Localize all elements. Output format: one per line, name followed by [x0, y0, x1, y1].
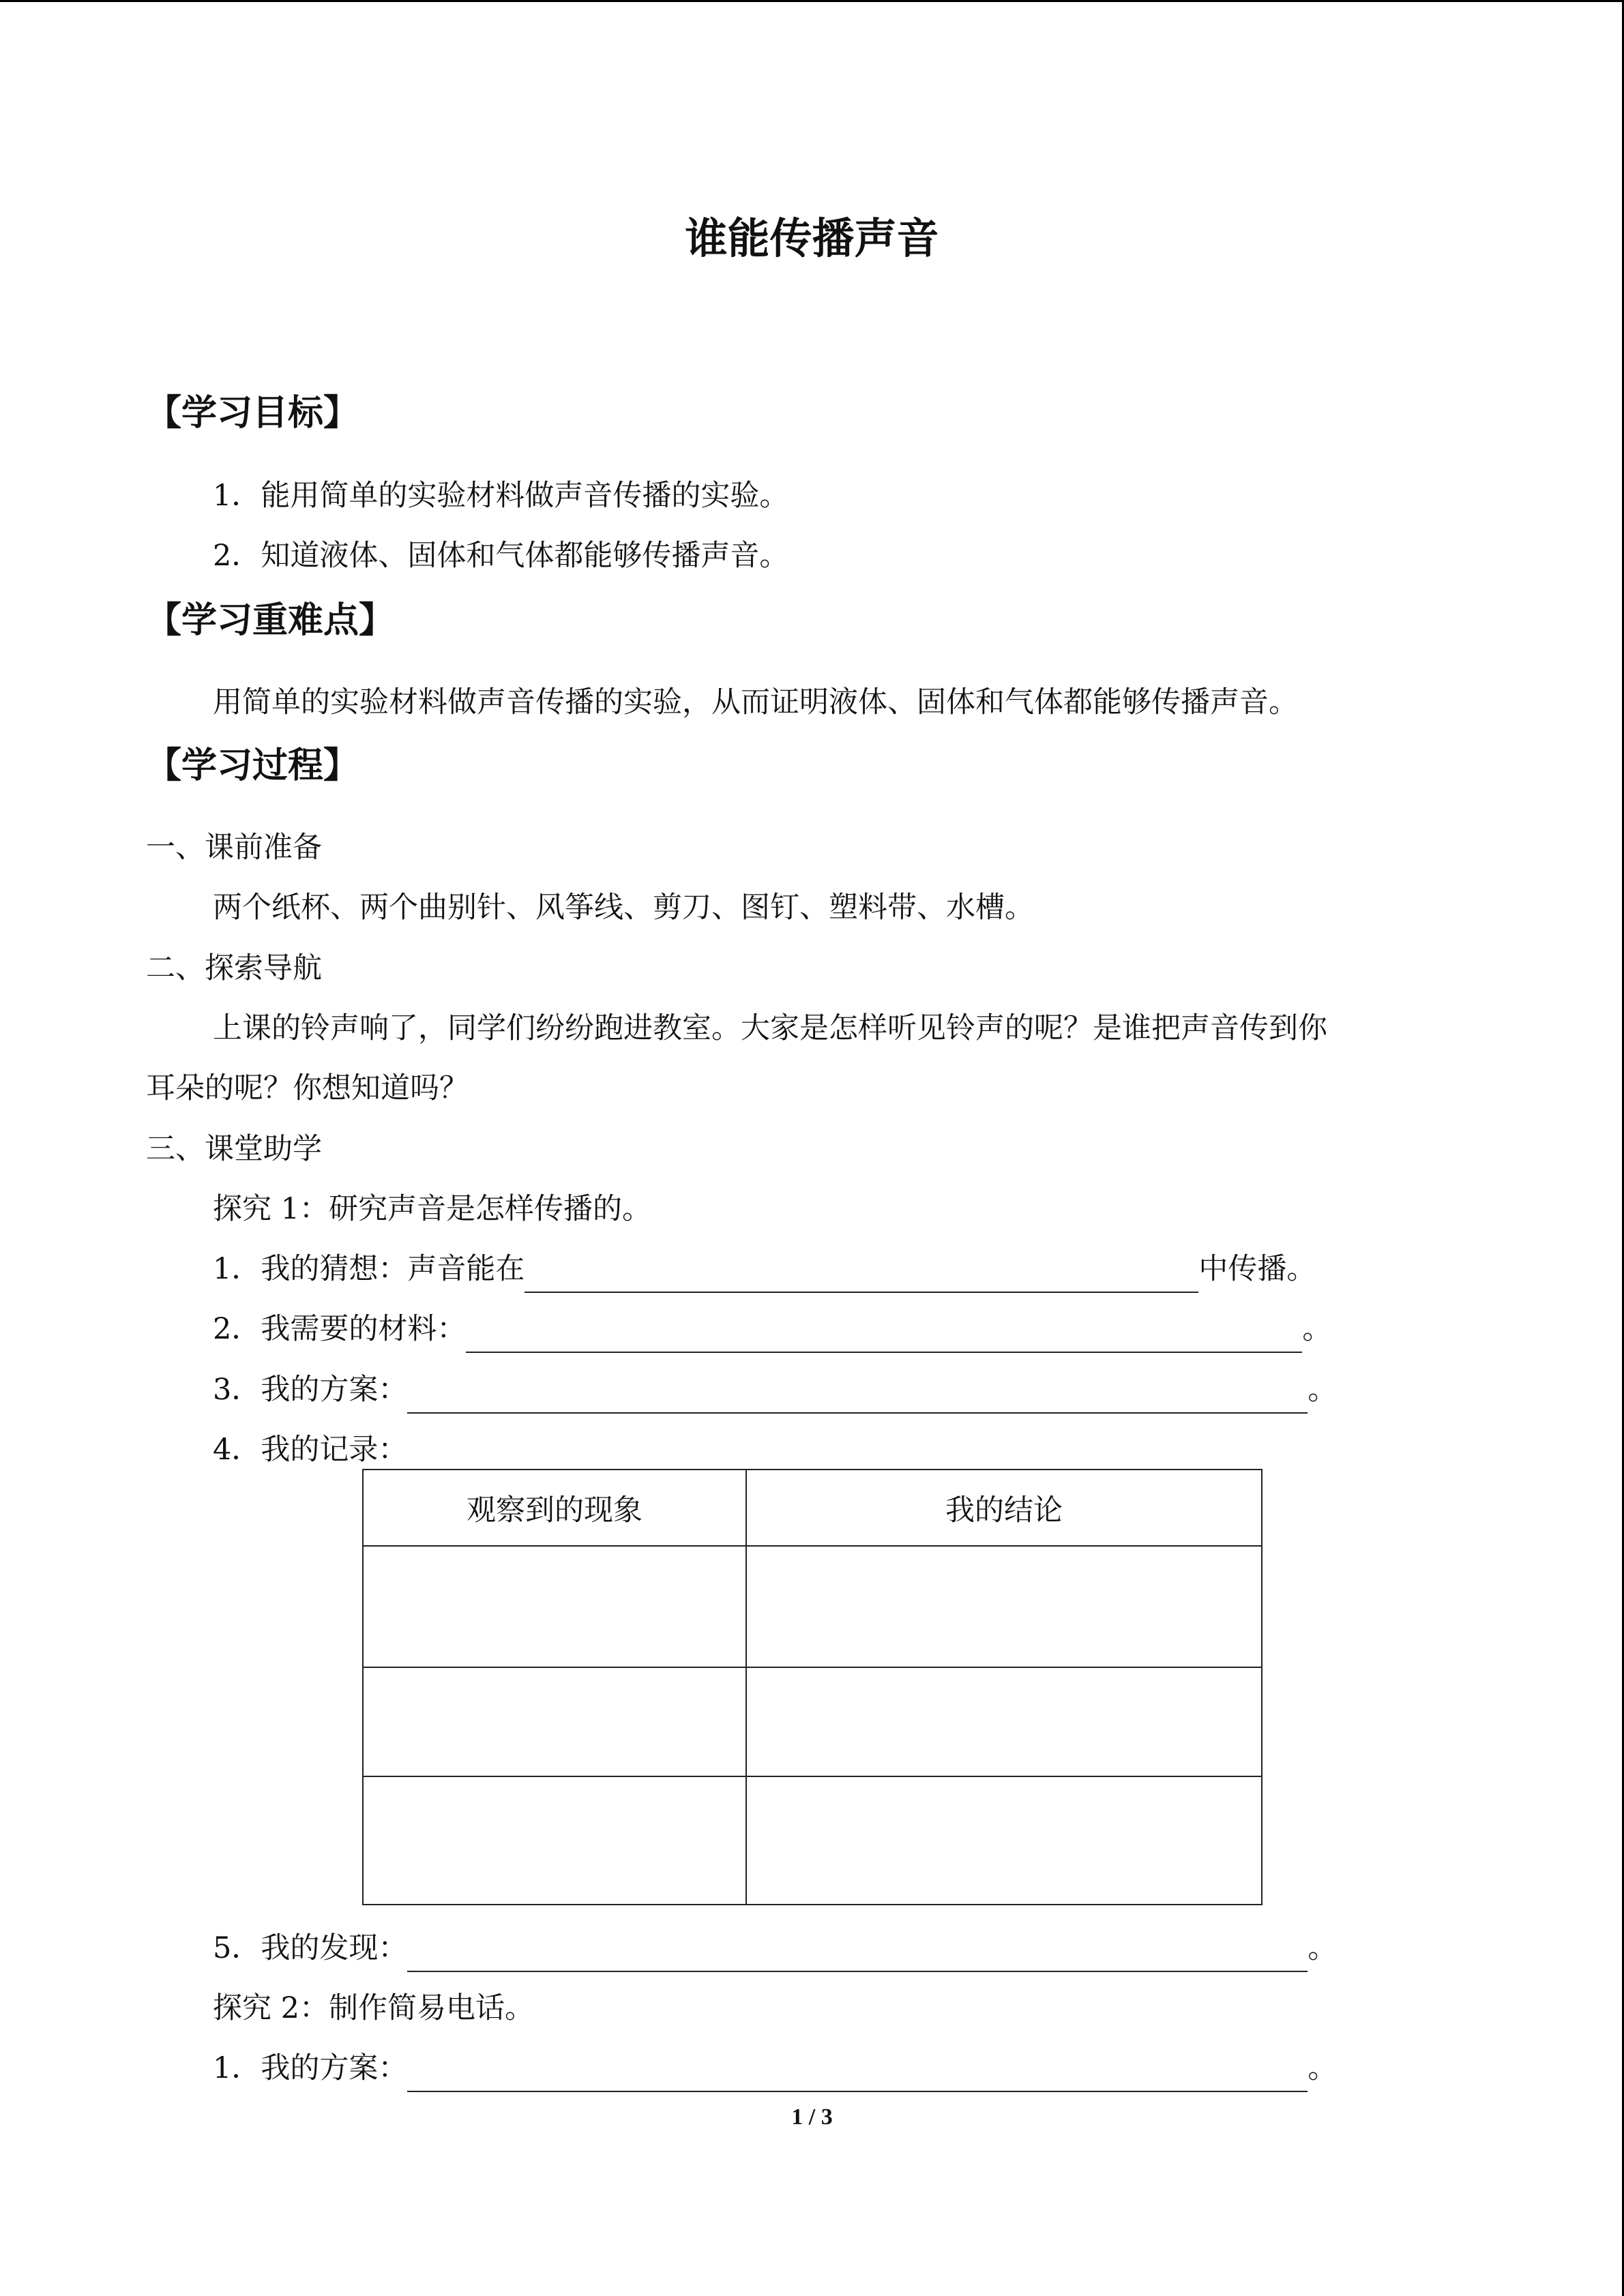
page-top-border — [0, 0, 1624, 2]
table-cell-empty[interactable] — [363, 1667, 746, 1776]
question-guess — [213, 1245, 1316, 1293]
key-points-text: 用简单的实验材料做声音传播的实验，从而证明液体、固体和气体都能够传播声音。 — [213, 685, 1298, 719]
question-plan — [213, 1366, 1337, 1414]
question-findings-prefix: 5．我的发现： — [213, 1931, 408, 1965]
question-plan-suffix: 。 — [1308, 1373, 1338, 1407]
goal-item-2: 2．知道液体、固体和气体都能够传播声音。 — [213, 539, 789, 573]
inquiry-2-title: 探究 2：制作简易电话。 — [213, 1991, 535, 2025]
key-points-heading: 【学习重难点】 — [146, 600, 395, 641]
findings-blank[interactable] — [407, 1937, 1308, 1972]
question-record: 4．我的记录： — [213, 1433, 408, 1467]
process-heading: 【学习过程】 — [146, 745, 359, 786]
record-table — [362, 1469, 1263, 1905]
table-row — [363, 1546, 1262, 1667]
nav-line-2: 耳朵的呢？你想知道吗？ — [146, 1071, 469, 1105]
goals-heading: 【学习目标】 — [146, 393, 359, 434]
table-cell-empty[interactable] — [746, 1667, 1262, 1776]
plan-blank[interactable] — [407, 1378, 1308, 1414]
prep-text: 两个纸杯、两个曲别针、风筝线、剪刀、图钉、塑料带、水槽。 — [213, 891, 1034, 925]
question-findings — [213, 1924, 1337, 1972]
table-row — [363, 1776, 1262, 1905]
question-phone-plan — [213, 2044, 1337, 2092]
goal-item-1: 1．能用简单的实验材料做声音传播的实验。 — [213, 479, 789, 513]
guess-blank[interactable] — [525, 1257, 1198, 1293]
page-title: 谁能传播声音 — [685, 213, 939, 263]
question-guess-prefix: 1．我的猜想：声音能在 — [213, 1252, 525, 1286]
page-number: 1 / 3 — [791, 2104, 833, 2130]
phone-plan-blank[interactable] — [407, 2057, 1308, 2092]
materials-blank[interactable] — [466, 1317, 1302, 1353]
nav-line-1: 上课的铃声响了，同学们纷纷跑进教室。大家是怎样听见铃声的呢？是谁把声音传到你 — [213, 1011, 1327, 1045]
table-header-row — [363, 1470, 1262, 1546]
question-materials — [213, 1305, 1331, 1353]
question-findings-suffix: 。 — [1308, 1931, 1338, 1965]
prep-heading: 一、课前准备 — [146, 831, 322, 865]
table-header-phenomenon: 观察到的现象 — [363, 1470, 746, 1546]
table-header-conclusion: 我的结论 — [746, 1470, 1262, 1546]
question-phone-plan-prefix: 1．我的方案： — [213, 2051, 408, 2085]
nav-heading: 二、探索导航 — [146, 951, 322, 985]
question-materials-prefix: 2．我需要的材料： — [213, 1312, 467, 1346]
table-cell-empty[interactable] — [746, 1546, 1262, 1667]
inquiry-1-title: 探究 1：研究声音是怎样传播的。 — [213, 1192, 652, 1226]
class-heading: 三、课堂助学 — [146, 1132, 322, 1166]
table-cell-empty[interactable] — [746, 1776, 1262, 1905]
question-guess-suffix: 中传播。 — [1198, 1252, 1316, 1286]
question-materials-suffix: 。 — [1302, 1312, 1332, 1346]
question-plan-prefix: 3．我的方案： — [213, 1373, 408, 1407]
table-cell-empty[interactable] — [363, 1546, 746, 1667]
table-cell-empty[interactable] — [363, 1776, 746, 1905]
question-phone-plan-suffix: 。 — [1308, 2051, 1338, 2085]
table-row — [363, 1667, 1262, 1776]
